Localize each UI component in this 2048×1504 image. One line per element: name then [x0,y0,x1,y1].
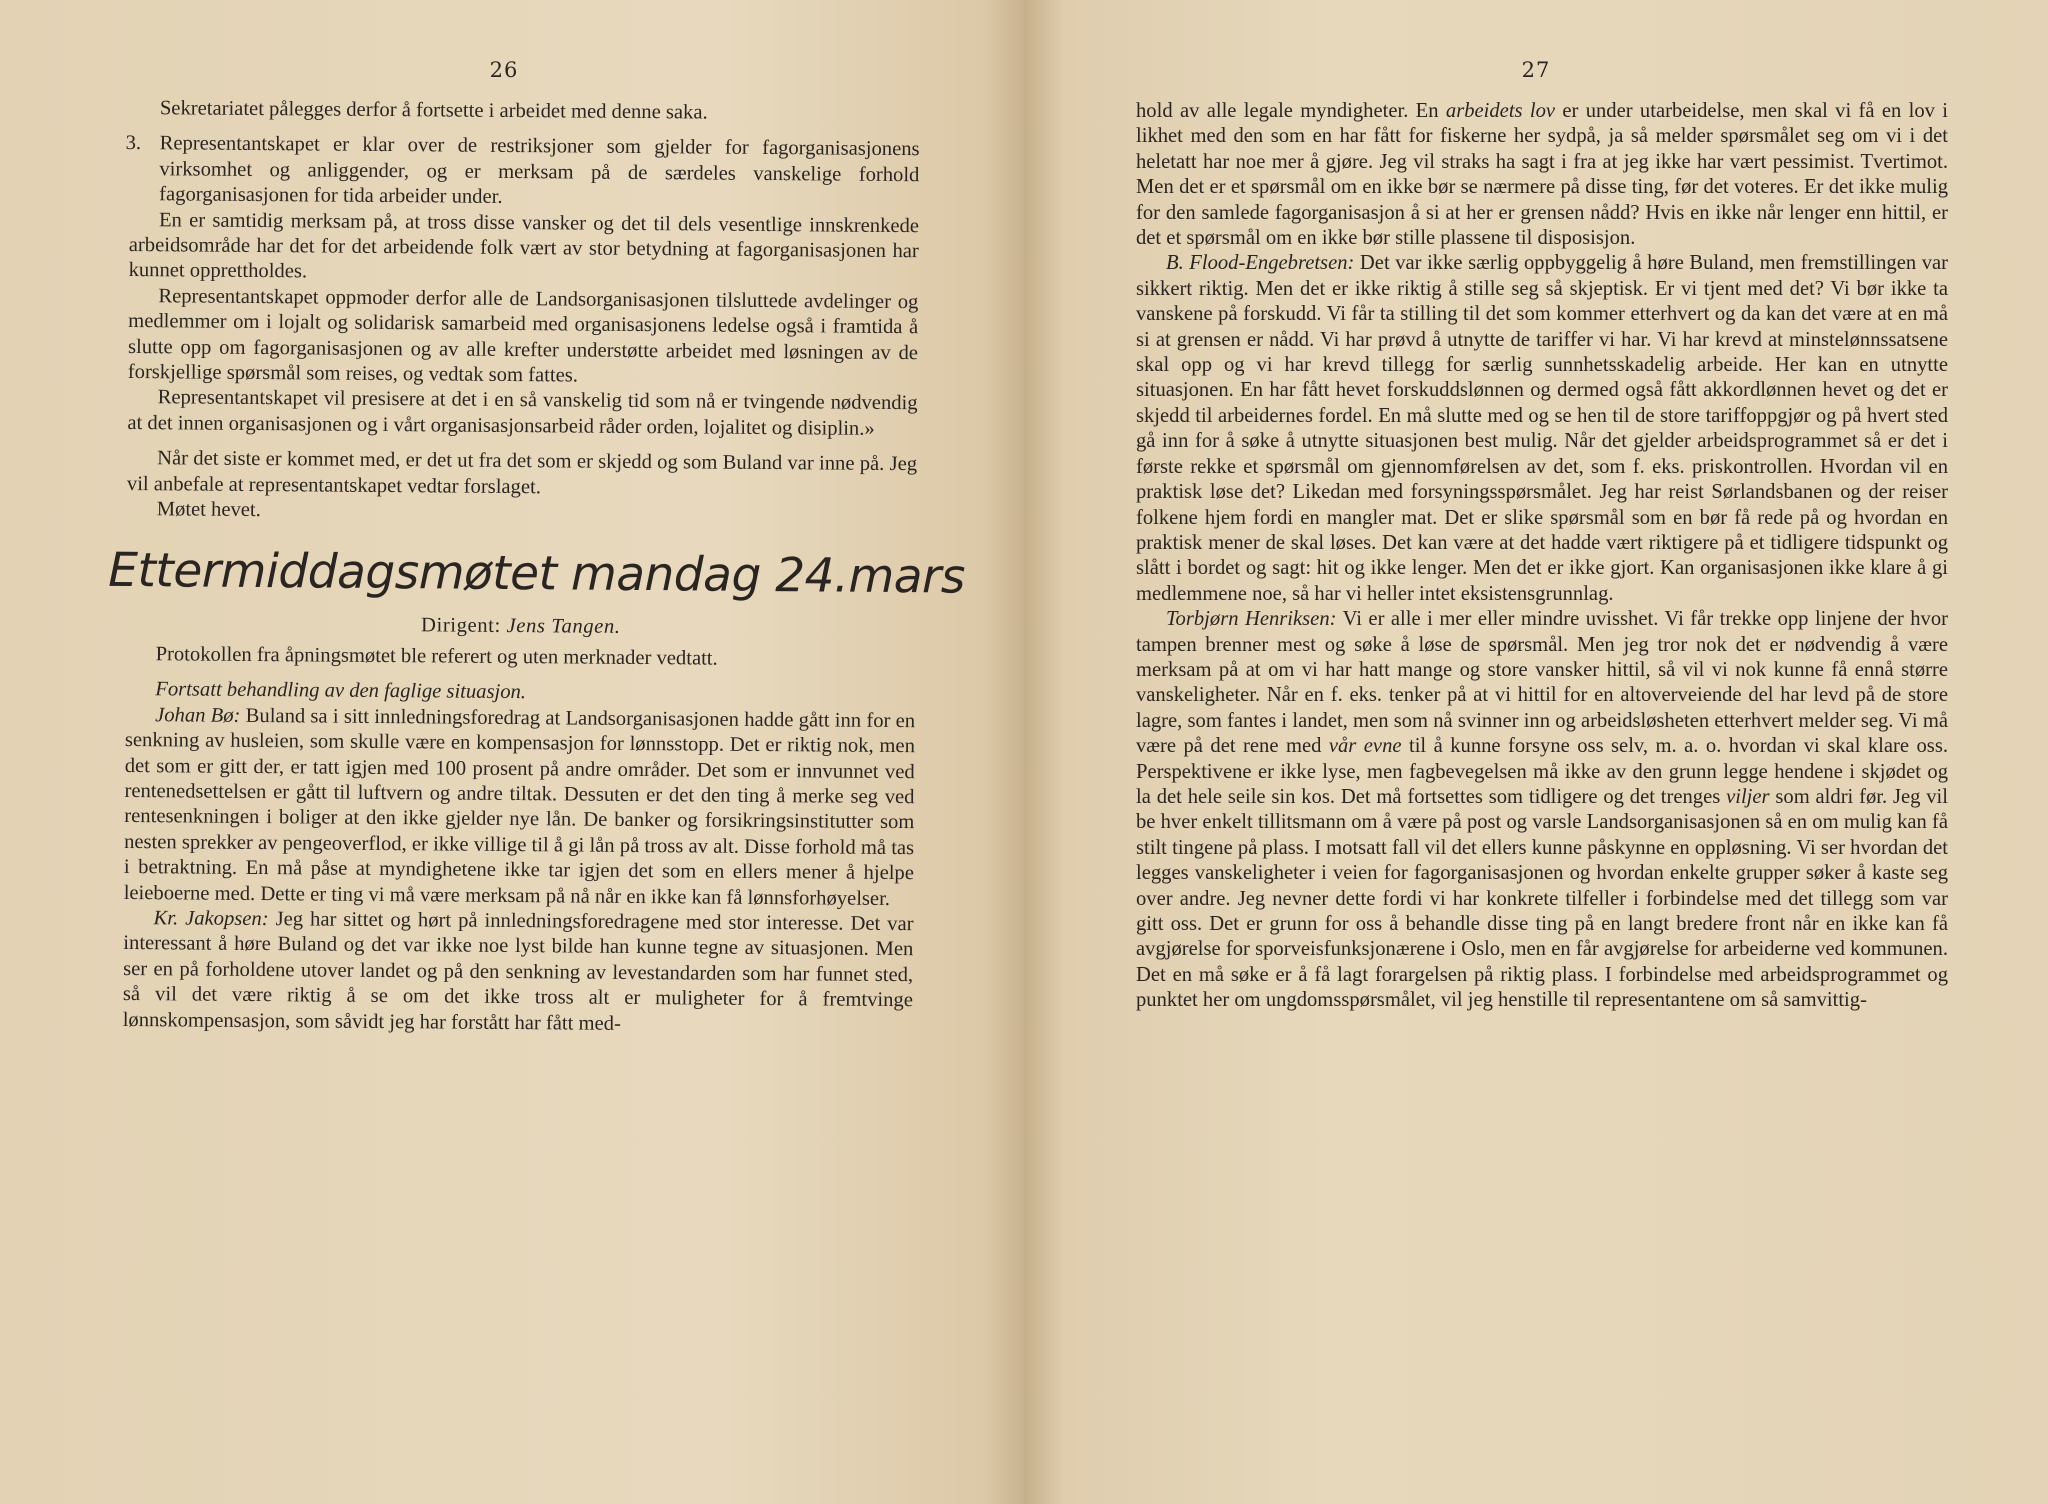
subheading: Fortsatt behandling av den faglige situasjon. [155,678,527,704]
speech-paragraph [1136,251,1948,607]
speech-text: Buland sa i sitt innledningsforedrag at Landsorganisasjonen hadde gått inn for en senkning av husleien, som skulle være en kompensasjon for lønnsstopp. Det er riktig nok, men det som er gitt der, er tatt igjen med 100 prosent på andre områder. Det som er innvunnet ved rentenedsettelsen er gått til luftvern og andre tiltak. Dessuten er det den ting å merke seg ved rentesenkningen i boliger at den ikke gjelder nye lån. De banker og forsikringsinstitutter som nesten sprekker av pengeoverflod, er ikke villige til å gi lån på tross av alt. Disse forhold må tas i betraktning. En må påse at myndighetene ikke tar igjen det som en ellers mener å hjelpe leieboerne med. Dette er ting vi må være merksam på nå når en ikke kan få lønnsforhøyelser. [123,704,916,910]
item-number: 3. [125,132,142,155]
speaker-name: Kr. Jakopsen: [153,907,269,931]
numbered-item-3 [125,131,920,213]
right-page-text [1136,99,1948,1014]
paragraph: Representantskapet vil presisere at det i en så vanskelig tid som nå er tvingende nødvendig at det innen organisasjonen og i vårt organisasjonsarbeid råder orden, lojalitet og disiplin.» [127,386,918,440]
page-number-left: 26 [489,58,519,82]
speaker-name: Johan Bø: [155,703,241,727]
speech-paragraph [1136,607,1948,1014]
paragraph: Når det siste er kommet med, er det ut fra det som er skjedd og som Buland var inne på. Jeg vil anbefale at representantskapet vedtar forslaget. [126,447,918,498]
speech-text: Vi er alle i mer eller mindre uvisshet. Vi får trekke opp linjene der hvor tampen brenner mest og søke å løse de spørsmål. Men jeg tror nok det er nødvendig å være merksam på at om vi har hatt mange og store vansker hittil, så vil vi nok kunne få ennå større vanskeligheter. Når en f. eks. tenker på at vi hittil for en altoverveiende del har levd på de store lagre, som fantes i landet, men som nå svinner inn og arbeidsløsheten etterhvert melder seg. Vi må være på det rene med [1136,608,1948,758]
left-page-text [108,96,966,1039]
speech-text: til å kunne forsyne oss selv, m. a. o. hvordan vi skal klare oss. Perspektivene er ikke lyse, men fagbevegelsen må ikke av den grunn legge hendene i skjødet og la det hele seile sin kos. Det må fortsettes som tidligere og det trenges [1136,735,1948,808]
emphasis: viljer [1726,785,1770,808]
page-number-right: 27 [1521,58,1551,82]
speech-paragraph [124,703,916,912]
speaker-name: Torbjørn Henriksen: [1166,608,1337,631]
paragraph: Protokollen fra åpningsmøtet ble referert og uten merknader vedtatt. [155,643,718,670]
paragraph: Møtet hevet. [156,498,261,522]
dirigent-label: Dirigent: [421,613,507,637]
paragraph [1136,99,1948,251]
emphasis: arbeidets lov [1445,100,1556,122]
dirigent-line [126,610,916,642]
text-run: hold av alle legale myndigheter. En [1136,100,1446,122]
paragraph: Representantskapet oppmoder derfor alle de Landsorganisasjonen tilsluttede avdelinger og medlemmer om i lojalt og solidarisk samarbeid med organisasjonens ledelse også i framtida å slutte opp om fagorganisasjonen og av alle krefter understøtte arbeidet med løsningen av de forskjellige spørsmål som reises, og vedtak som fattes. [127,285,919,387]
speech-text: som aldri før. Jeg vil be hver enkelt tillitsmann om å være på post og varsle Landsorganisasjonen så en om mulig kan få stilt tingene på plass. I motsatt fall vil det ellers kunne påskynne en oppløsning. Vi ser hvordan det legges vanskeligheter i veien for fagorganisasjonen og hvordan enkelte grupper søker å kaste seg over andre. Jeg nevner dette fordi vi har konkrete tilfeller i forbindelse med det tillegg som var gitt oss. Det er grunn for oss å behandle disse ting på en langt bredere front når en ikke kan få avgjørelse for sporveisfunksjonærene i Oslo, men en får avgjørelse for arbeiderne ved kommunen. Det en må søke er å få lagt forargelsen på riktig plass. I forbindelse med arbeidsprogrammet og punktet her om ungdomsspørsmålet, vil jeg henstille til representantene om så samvittig- [1136,785,1948,1012]
right-page [1024,0,2048,1504]
speech-text: Det var ikke særlig oppbyggelig å høre Buland, men fremstillingen var sikkert riktig. Men det er ikke riktig å stille seg så skjeptisk. Er vi tjent med det? Vi bør ikke ta vanskene på forskudd. Vi får ta stilling til det som kommer etterhvert og da kan det være at en må si at grensen er nådd. Vi har prøvd å utnytte de tariffer vi har. Vi har krevd at minstelønnssatsene skal opp og vi har krevd tillegg for særlig sunnhetsskadelig arbeide. Her kan en utnytte situasjonen. En har fått hevet forskuddslønnen og dermed også fått akkordlønnen hevet og det er skjedd til arbeidernes fordel. En må slutte med og se hen til de store tariffoppgjør og på hvert sted gå inn for å søke å utnytte situasjonen best mulig. Når det gjelder arbeidsprogrammet så er det i første rekke et spørsmål om gjennomførelsen av det, som f. eks. priskontrollen. Hvordan vil en praktisk løse det? Likedan med forsyningsspørsmålet. Jeg har reist Sørlandsbanen og der reiser folkene hjem fordi en mangler mat. Det er slike spørsmål som en bør få rede på og hvordan en praktisk mener de skal løses. Det kan være at det hadde vært riktigere på et tidligere tidspunkt og slått i bordet og sagt: hit og ikke lenger. Men det er ikke gjort. Kan organisasjonen ikke klare å gi medlemmene noe, så har vi heller intet eksistensgrunnlag. [1136,252,1948,605]
text-run: er under utarbeidelse, men skal vi få en lov i likhet med den som en har fått for fiskerne her sydpå, ja så melder spørsmålet seg om vi i det heletatt har noe mer å gjøre. Jeg vil straks ha sagt i fra at jeg ikke har vært pessimist. Tvertimot. Men det er et spørsmål om en ikke bør se nærmere på disse ting, før det voteres. Er det ikke mulig for den samlede fagorganisasjon å si at her er grensen nådd? Hvis en ikke når lenger enn hittil, er det et spørsmål om en ikke bør stille plassene til disposisjon. [1136,100,1948,250]
speech-text: Jeg har sittet og hørt på innledningsforedragene med stor interesse. Det var interessant å høre Buland og det var ikke noe lyst bilde han kunne tegne av situasjonen. Men ser en på forholdene utover landet og på den senkning av levestandarden som har funnet sted, så vil det være riktig å se om det ikke tross alt er muligheter for å fremtvinge lønnskompensasjon, som såvidt jeg har forstått har fått med- [122,908,914,1035]
paragraph: En er samtidig merksam på, at tross disse vansker og det til dels vesentlige innskrenkede arbeidsområde har det for det arbeidende folk vært av stor betydning at fagorganisasjonen har kunnet opprettholdes. [128,208,920,283]
item-text: Representantskapet er klar over de restriksjoner som gjelder for fagorganisasjonens virksomhet og anliggender, og er merksam på de særdeles vanskelige forhold fagorganisasjonen for tida arbeider under. [159,132,920,209]
speech-paragraph [123,906,914,1039]
paragraph: Sekretariatet pålegges derfor å fortsette i arbeidet med denne saka. [159,97,708,124]
section-heading: Ettermiddagsmøtet mandag 24.mars [108,542,966,605]
speaker-name: B. Flood-Engebretsen: [1166,252,1355,275]
dirigent-name: Jens Tangen. [506,614,621,638]
emphasis: vår evne [1328,735,1402,758]
